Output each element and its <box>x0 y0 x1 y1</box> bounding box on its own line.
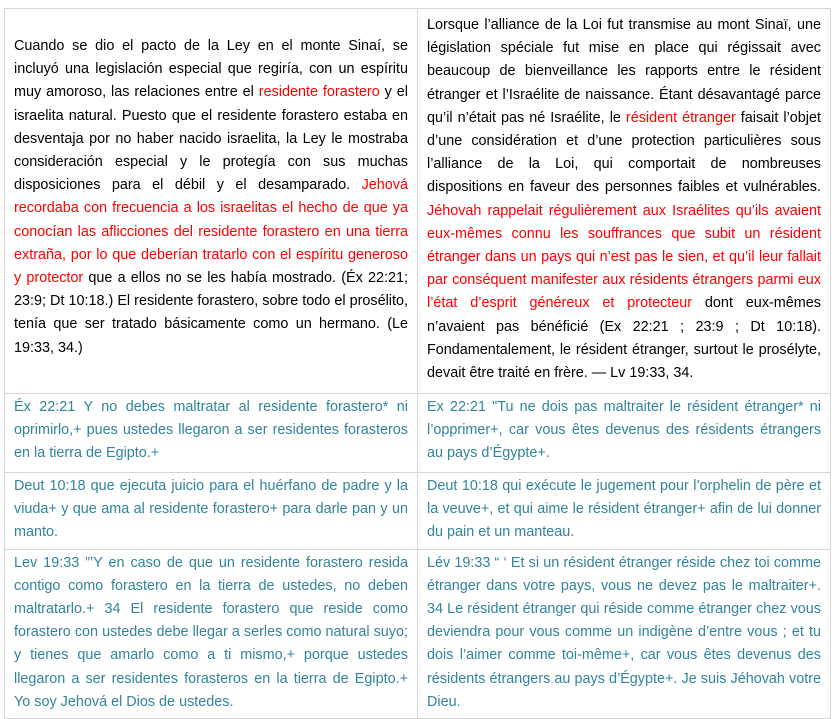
verse-text: Deut 10:18 qui exécute le jugement pour l’orphelin de père et la veuve+, et qui aime le résident étranger+ afin de lui donner du pain et un manteau. <box>427 478 821 541</box>
spanish-text-part3: que a ellos no se les había mostrado. (Éx 22:21; 23:9; Dt 10:18.) El residente forastero, sobre todo el prosélito, tenía que ser tratado básicamente como un hermano. (Le 19:33, 34.) <box>14 270 408 356</box>
table-row-main-paragraph <box>5 9 831 394</box>
spanish-text-part1: Cuando se dio el pacto de la Ley en el monte Sinaí, se incluyó una legislación especial que regiría, con un espíritu muy amoroso, las relaciones entre el <box>14 38 408 101</box>
table-row-verse-exodus <box>5 394 831 473</box>
cell-french-lev-19-33[interactable] <box>418 549 831 718</box>
french-highlight-1: résident étranger <box>625 109 736 126</box>
verse-text: Éx 22:21 Y no debes maltratar al residente forastero* ni oprimirlo,+ pues ustedes llegaron a ser residentes forasteros en la tierra de Egipto.+ <box>14 399 408 462</box>
cell-spanish-lev-19-33[interactable] <box>5 549 418 718</box>
verse-text: Ex 22:21 "Tu ne dois pas maltraiter le résident étranger* ni l’opprimer+, car vous êtes devenus des résidents étrangers au pays d’Égypte+. <box>427 399 821 462</box>
verse-text: Lev 19:33 ”’Y en caso de que un residente forastero resida contigo como forastero en la tierra de ustedes, no deben maltratarlo.+ 34 El residente forastero que reside como forastero con ustedes debe llegar a serles como natural suyo; y tienes que amarlo como a ti mismo,+ porque ustedes llegaron a ser residentes forasteros en la tierra de Egipto.+ Yo soy Jehová el Dios de ustedes. <box>14 554 408 710</box>
french-text-part3: dont eux-mêmes n’avaient pas bénéficié (Ex 22:21 ; 23:9 ; Dt 10:18). Fondamentalement, le résident étranger, surtout le prosélyte, devait être traité en frère. — Lv 19:33, 34. <box>427 295 821 382</box>
spanish-highlight-2: Jehová recordaba con frecuencia a los israelitas el hecho de que ya conocían las aflicciones del residente forastero en una tierra extraña, por lo que deberían tratarlo con el espíritu generoso y protector <box>14 177 408 287</box>
comparison-table <box>4 8 831 719</box>
cell-spanish-deut-10-18[interactable] <box>5 473 418 550</box>
cell-french-deut-10-18[interactable] <box>418 473 831 550</box>
french-text-part1: Lorsque l’alliance de la Loi fut transmise au mont Sinaï, une législation spéciale fut mise en place qui régissait avec beaucoup de bienveillance les rapports entre le résident étranger et l’Israélite de naissance. Étant désavantagé parce qu’il n’était pas né Israélite, le <box>427 17 821 126</box>
spanish-text-part2: y el israelita natural. Puesto que el residente forastero estaba en desventaja por no haber nacido israelita, la Ley le mostraba consideración especial y le protegía con sus muchas disposiciones para el débil y el desamparado. <box>14 84 408 194</box>
spanish-highlight-1: residente forastero <box>258 84 380 101</box>
verse-text: Deut 10:18 que ejecuta juicio para el huérfano de padre y la viuda+ y que ama al residente forastero+ para darle pan y un manto. <box>14 478 408 541</box>
french-text-part2: faisait l’objet d’une considération et d’une protection particulières sous l’alliance de la Loi, qui comportait de nombreuses dispositions en faveur des personnes faibles et vulnérables. <box>427 109 821 196</box>
cell-spanish-exodus-22-21[interactable] <box>5 394 418 473</box>
french-highlight-2: Jéhovah rappelait régulièrement aux Israélites qu’ils avaient eux-mêmes connu les souffrances que subit un résident étranger dans un pays qui n’est pas le sien, et qu’il leur fallait par conséquent manifester aux résidents étrangers parmi eux l’état d’esprit généreux et protecteur <box>427 202 821 312</box>
cell-french-exodus-22-21[interactable] <box>418 394 831 473</box>
cell-spanish-paragraph[interactable] <box>5 9 418 394</box>
table-row-verse-deuteronomy <box>5 473 831 550</box>
cell-french-paragraph[interactable] <box>418 9 831 394</box>
spreadsheet-view <box>0 8 834 710</box>
table-row-verse-leviticus <box>5 549 831 718</box>
verse-text: Lév 19:33 “ ‘ Et si un résident étranger réside chez toi comme étranger dans votre pays, vous ne devez pas le maltraiter+. 34 Le résident étranger qui réside comme étranger chez vous deviendra pour vous comme un indigène d’entre vous ; et tu dois l’aimer comme toi-même+, car vous êtes devenus des résidents étrangers au pays d’Égypte+. Je suis Jéhovah votre Dieu. <box>427 554 821 710</box>
